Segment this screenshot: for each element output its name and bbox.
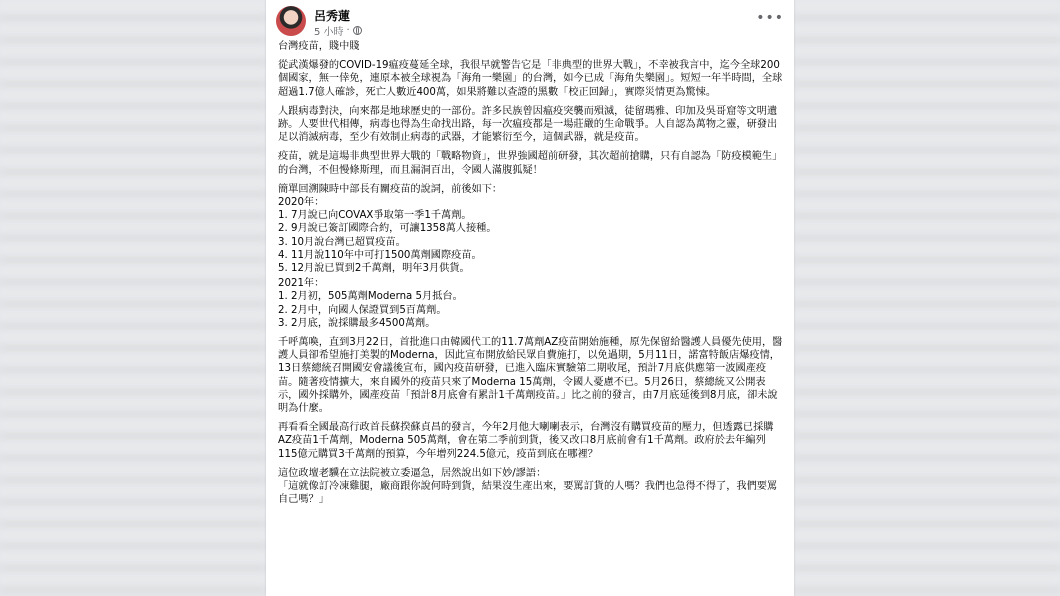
- post-paragraph: 再看看全國最高行政首長蘇揆蘇貞昌的發言，今年2月他大喇喇表示，台灣沒有購買疫苗的壓力，但透露已採購AZ疫苗1千萬劑，Moderna 505萬劑，會在第二季前到貨，後又改口8月底前會有1千萬劑。政府於去年編列115億元購買3千萬劑的預算，今年增列224.5億元，疫苗到底在哪裡？: [278, 422, 774, 460]
- post-paragraph: 人跟病毒對決，向來都是地球歷史的一部份。許多民族曾因瘟疫突襲而殞滅，徒留瑪雅、印加及吳哥窟等文明遺跡。人要世代相傳，病毒也得為生命找出路，每一次瘟疫都是一場莊嚴的生命戰爭。人自認為萬物之靈，研發出足以消滅病毒，至少有效制止病毒的武器，才能繁衍至今，這個武器，就是疫苗。: [278, 105, 778, 144]
- background-blur-right: [794, 0, 1060, 596]
- post-paragraph: 從武漢爆發的COVID-19瘟疫蔓延全球，我很早就警告它是「非典型的世界大戰」，不幸被我言中，迄今全球200個國家，無一倖免，連原本被全球視為「海角一樂園」的台灣，如今已成「海角失樂園」。短短一年半時間，全球超過1.7億人確診，死亡人數近400萬，如果將難以查證的黑數「校正回歸」，實際災情更為驚悚。: [278, 60, 783, 98]
- avatar[interactable]: [276, 6, 306, 36]
- post-paragraph: 千呼萬喚，直到3月22日，首批進口由韓國代工的11.7萬劑AZ疫苗開始施種，原先保留給醫護人員優先使用，醫護人員卻希望施打美製的Moderna，因此宣布開放給民眾自費施打，以免過期，5月11日，諾富特飯店爆疫情，13日蔡總統召開國安會議後宣布，國內疫苗研發，已進入臨床實驗第二期收尾，預計7月底供應第一波國產疫苗。隨著疫情擴大，來自國外的疫苗只來了Moderna 15萬劑，令國人憂慮不已。5月26日，蔡總統又公開表示，國外採購外，國產疫苗「預計8月底會有累計1千萬劑疫苗。」比之前的發言，由7月底延後到8月底，卻未說明為什麼。: [278, 337, 783, 415]
- background-blur-left: [0, 0, 266, 596]
- author-name[interactable]: 呂秀蓮: [314, 9, 351, 23]
- post-paragraph: 簡單回溯陳時中部長有關疫苗的說詞，前後如下： 2020年： 1. 7月說已向COVAX爭取第一季1千萬劑。 2. 9月說已簽訂國際合約，可讓1358萬人接種。 3. 10月說台灣已超買疫苗。 4. 11月說110年中可打1500萬劑國際疫苗。 5. 12月說已買到2千萬劑，明年3月供貨。: [278, 183, 503, 275]
- globe-icon: [353, 26, 362, 35]
- post-meta: [314, 23, 362, 38]
- meta-dot: ·: [346, 25, 350, 36]
- more-options-icon[interactable]: •••: [756, 10, 784, 26]
- post-paragraph: 2021年： 1. 2月初，505萬劑Moderna 5月抵台。 2. 2月中，向國人保證買到5百萬劑。 3. 2月底，說採購最多4500萬劑。: [278, 278, 463, 329]
- post-header: [276, 6, 786, 38]
- post-paragraph: 這位政壇老驥在立法院被立委逼急，居然說出如下妙/謬語： 「這就像訂冷凍雞腿，廠商跟你說何時到貨，結果沒生產出來，要罵訂貨的人嗎？我們也急得不得了，我們要罵自己嗎？」: [278, 467, 778, 506]
- post-body: [278, 40, 784, 513]
- post-title: 台灣疫苗，賤中賤: [278, 41, 360, 52]
- post-paragraph: 疫苗，就是這場非典型世界大戰的「戰略物資」，世界強國超前研發，其次超前搶購，只有自認為「防疫模範生」的台灣，不但慢條斯理，而且漏洞百出，令國人滿腹狐疑！: [278, 151, 783, 176]
- post-time[interactable]: 5 小時: [314, 27, 344, 38]
- facebook-post-card: [266, 0, 794, 596]
